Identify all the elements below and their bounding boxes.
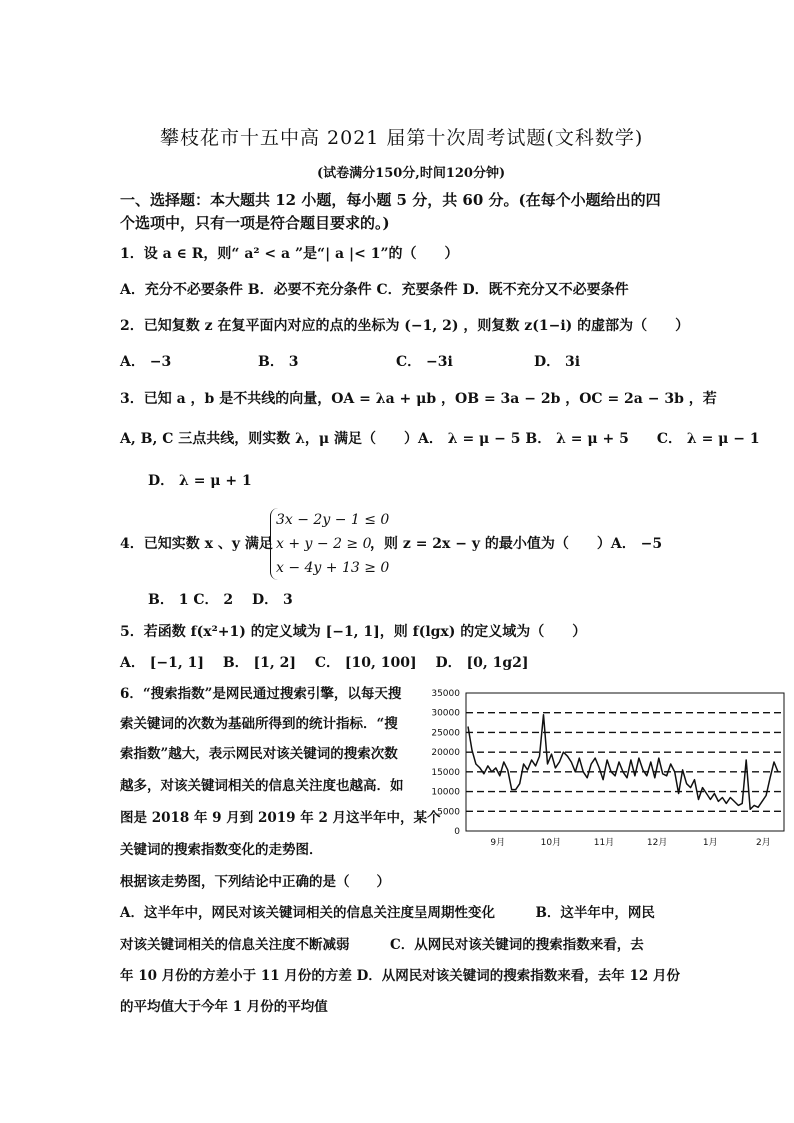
x-tick-label: 2月	[755, 838, 771, 848]
question-2-option-b: B． 3	[258, 354, 299, 370]
question-6-line5: 图是 2018 年 9 月到 2019 年 2 月这半年中，某个	[120, 810, 441, 826]
y-tick-label: 30000	[431, 708, 460, 719]
question-3-stem-line2: A, B, C 三点共线，则实数 λ，μ 满足（ ）A． λ = μ − 5 B． λ = μ + 5 C． λ = μ − 1	[120, 431, 760, 447]
question-6-line6: 关键词的搜索指数变化的走势图．	[120, 842, 323, 858]
question-3-stem-line1: 3．已知 a ，b 是不共线的向量，OA = λa + μb ，OB = 3a − 2b ，OC = 2a − 3b ，若	[120, 391, 717, 407]
question-6-line1: 6．“搜索指数”是网民通过搜索引擎，以每天搜	[120, 686, 402, 702]
question-2-option-a: A． −3	[120, 354, 172, 370]
question-6-line8: A．这半年中，网民对该关键词相关的信息关注度呈周期性变化 B．这半年中，网民	[120, 905, 655, 921]
y-tick-label: 35000	[431, 689, 460, 699]
chart-frame	[466, 693, 784, 831]
section-instructions-line2: 个选项中，只有一项是符合题目要求的。)	[120, 214, 390, 232]
search-index-chart	[426, 685, 790, 853]
y-tick-label: 0	[454, 827, 460, 837]
question-2-option-c: C． −3i	[396, 354, 453, 370]
x-tick-label: 9月	[490, 838, 506, 848]
question-6-line9: 对该关键词相关的信息关注度不断减弱 C．从网民对该关键词的搜索指数来看，去	[120, 937, 644, 953]
question-5-options: A． [−1, 1] B． [1, 2] C． [10, 100] D． [0, 1g2]	[120, 655, 529, 671]
question-6-line3: 索指数”越大，表示网民对该关键词的搜索次数	[120, 746, 398, 762]
question-4-options: B． 1 C． 2 D． 3	[148, 592, 293, 608]
y-tick-label: 15000	[431, 767, 460, 778]
x-tick-label: 1月	[702, 838, 718, 848]
question-2-stem: 2．已知复数 z 在复平面内对应的点的坐标为 (−1, 2) ，则复数 z(1−i) 的虚部为（ ）	[120, 318, 690, 334]
question-6-line11: 的平均值大于今年 1 月份的平均值	[120, 999, 328, 1015]
question-6-line4: 越多，对该关键词相关的信息关注度也越高．如	[120, 778, 404, 794]
question-4-prefix: 4．已知实数 x 、y 满足	[120, 536, 273, 552]
y-tick-label: 10000	[431, 787, 460, 798]
series-line	[468, 715, 778, 810]
y-tick-label: 25000	[431, 728, 460, 739]
question-5-stem: 5．若函数 f(x²+1) 的定义域为 [−1, 1]，则 f(lgx) 的定义域为（ ）	[120, 624, 587, 640]
constraint-3: x − 4y + 13 ≥ 0	[276, 560, 390, 576]
x-tick-label: 11月	[593, 838, 615, 848]
y-tick-label: 5000	[437, 807, 460, 818]
section-instructions-line1: 一、选择题：本大题共 12 小题，每小题 5 分，共 60 分。(在每个小题给出的四	[120, 191, 661, 209]
page-title: 攀枝花市十五中高 2021 届第十次周考试题(文科数学)	[160, 127, 644, 149]
question-1-stem: 1．设 a ∈ R，则“ a² < a ”是“| a |< 1”的（ ）	[120, 246, 459, 262]
question-2-option-d: D． 3i	[534, 354, 581, 370]
question-1-options: A．充分不必要条件 B．必要不充分条件 C．充要条件 D．既不充分又不必要条件	[120, 282, 629, 298]
y-tick-label: 20000	[431, 748, 460, 759]
question-6-line7: 根据该走势图，下列结论中正确的是（ ）	[120, 874, 390, 890]
question-4-suffix: ，则 z = 2x − y 的最小值为（ ）A． −5	[370, 536, 663, 552]
constraint-2: x + y − 2 ≥ 0	[276, 536, 372, 552]
question-6-line2: 索关键词的次数为基础所得到的统计指标．“搜	[120, 716, 398, 732]
x-tick-label: 10月	[540, 838, 562, 848]
question-6-line10: 年 10 月份的方差小于 11 月份的方差 D．从网民对该关键词的搜索指数来看，去年 12 月份	[120, 968, 680, 984]
constraint-1: 3x − 2y − 1 ≤ 0	[276, 512, 390, 528]
question-3-option-d: D． λ = μ + 1	[148, 473, 252, 489]
page-subtitle: (试卷满分150分,时间120分钟)	[317, 166, 506, 181]
x-tick-label: 12月	[646, 838, 668, 848]
